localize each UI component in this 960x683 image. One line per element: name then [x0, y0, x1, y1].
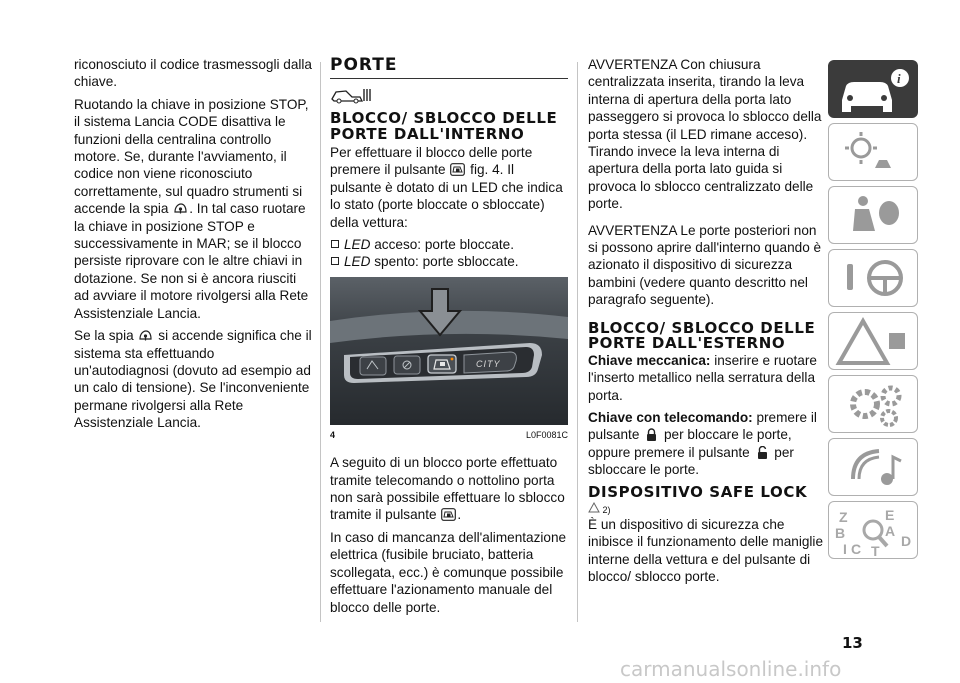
warning-lights-icon [829, 124, 919, 182]
tab-maintenance[interactable] [828, 375, 918, 433]
figure-caption [330, 427, 568, 444]
section-heading: DISPOSITIVO SAFE LOCK [588, 482, 808, 501]
bold-label: Chiave meccanica: [588, 352, 711, 368]
watermark: carmanualsonline.info [620, 657, 842, 681]
warning-reference [588, 502, 824, 516]
tab-index[interactable] [828, 501, 918, 559]
column-1 [74, 56, 312, 437]
text: premere il pulsante [588, 409, 817, 443]
paragraph: AVVERTENZA Le porte posteriori non si possono aprire dall'interno quando è azionato il dispositivo di sicurezza bambini (vedere quanto descritto nel paragrafo seguente). [588, 222, 822, 308]
text: . In tal caso ruotare la chiave in posizione STOP e successivamente in MAR; se il blocco persiste riprovare con le altre chiavi in dotazione. Se non si è ancora riusciti ad avviare il motore rivolgersi alla Rete Assistenziale Lancia. [74, 201, 309, 321]
text: per bloccare le porte, oppure premere il pulsante [588, 427, 792, 460]
text: Per effettuare il blocco delle porte premere il pulsante [330, 145, 533, 178]
tab-car-info[interactable] [828, 60, 918, 118]
tab-letter: E [885, 507, 895, 523]
door-lock-button-icon [441, 508, 456, 521]
column-divider [577, 62, 578, 622]
column-divider [320, 62, 321, 622]
tab-letter: B [835, 525, 846, 541]
led-label: LED [344, 237, 371, 253]
tab-starting-driving[interactable] [828, 249, 918, 307]
text: si accende significa che il sistema sta effettuando un'autodiagnosi (dovuto ad esempio ad un calo di tensione). Se l'inconveniente permane rivolgersi alla Rete Assistenziale Lancia. [74, 328, 312, 431]
text: A seguito di un blocco porte effettuato tramite telecomando o nottolino porta non sarà possibile effettuare lo sblocco tramite il pulsante [330, 455, 565, 523]
gears-icon [829, 376, 919, 434]
column-3 [588, 56, 824, 591]
led-status-item [330, 253, 568, 270]
tab-letter: C [851, 541, 862, 557]
unlock-icon [755, 446, 770, 459]
paragraph [330, 454, 568, 524]
figure-number: 4 [330, 429, 336, 440]
section-heading: BLOCCO/ SBLOCCO DELLE PORTE DALL'ESTERNO [588, 318, 816, 353]
alphabet-icon [829, 502, 919, 560]
key-code-warning-icon [173, 202, 188, 215]
section-heading: BLOCCO/ SBLOCCO DELLE PORTE DALL'INTERNO [330, 109, 558, 143]
paragraph: È un dispositivo di sicurezza che inibisce il funzionamento delle maniglie interne della vettura e del pulsante di blocco/ sblocco porte. [588, 517, 824, 585]
door-lock-button-icon [450, 163, 465, 176]
tab-letter: I [843, 541, 847, 557]
lock-icon [644, 428, 659, 441]
steering-wheel-icon [829, 250, 919, 308]
airbag-icon [829, 187, 919, 245]
multimedia-icon [829, 439, 919, 497]
paragraph [588, 352, 824, 404]
tab-dashboard-lights[interactable] [828, 123, 918, 181]
bullet-square [331, 240, 339, 248]
page-number: 13 [842, 634, 863, 652]
paragraph: AVVERTENZA Con chiusura centralizzata inserita, tirando la leva interna di apertura della porta lato passeggero si provoca lo sblocco della porta stessa (il LED rimane acceso). Tirando invece la leva interna di apertura della porta lato guida si provoca lo sblocco centralizzato delle porte. [588, 57, 822, 212]
text: fig. 4. Il pulsante è dotato di un LED che indica lo stato (porte bloccate o sbloccate) della vettura: [330, 162, 563, 230]
reference-number: 2) [602, 505, 611, 516]
paragraph [588, 409, 824, 479]
column-2 [330, 56, 568, 621]
text: acceso: porte bloccate. [370, 237, 515, 253]
section-title: PORTE [330, 55, 398, 75]
paragraph: riconosciuto il codice trasmessogli dalla chiave. [74, 57, 312, 90]
tab-letter: T [871, 543, 880, 559]
tab-letter: D [901, 533, 912, 549]
text: Ruotando la chiave in posizione STOP, il sistema Lancia CODE disattiva le funzioni della centralina controllo motore. Se, durante l'avviamento, il codice non viene riconosciuto correttamente, sul quadro strumenti si accende la spia [74, 96, 309, 217]
key-code-warning-icon [138, 329, 153, 342]
text: . [457, 507, 462, 523]
text: per sbloccare le porte. [588, 444, 794, 478]
emergency-icon [829, 313, 919, 371]
paragraph [74, 327, 312, 431]
car-doors-icon [330, 85, 568, 107]
warning-triangle-icon [588, 502, 600, 513]
text: spento: porte sbloccate. [370, 254, 519, 270]
tab-multimedia[interactable] [828, 438, 918, 496]
tab-letter: Z [839, 509, 848, 525]
tab-letter: A [885, 523, 896, 539]
text: inserire e ruotare l'inserto metallico nella serratura della porta. [588, 352, 817, 403]
paragraph [74, 96, 312, 322]
led-label: LED [344, 254, 371, 270]
led-status-item [330, 236, 568, 253]
text: Se la spia [74, 328, 134, 344]
figure-code: L0F0081C [525, 429, 568, 440]
bullet-square [331, 257, 339, 265]
car-info-icon [828, 60, 918, 118]
city-button-label: CITY [476, 358, 501, 369]
title-rule [330, 78, 568, 79]
bold-label: Chiave con telecomando: [588, 409, 753, 425]
paragraph [330, 144, 568, 231]
svg-text:i: i [897, 71, 901, 86]
dashboard-buttons-photo [330, 277, 568, 425]
tab-safety[interactable] [828, 186, 918, 244]
tab-emergency[interactable] [828, 312, 918, 370]
paragraph: In caso di mancanza dell'alimentazione elettrica (fusibile bruciato, batteria scollegata, ecc.) è comunque possibile effettuare l'azionamento manuale del blocco delle porte. [330, 529, 567, 615]
